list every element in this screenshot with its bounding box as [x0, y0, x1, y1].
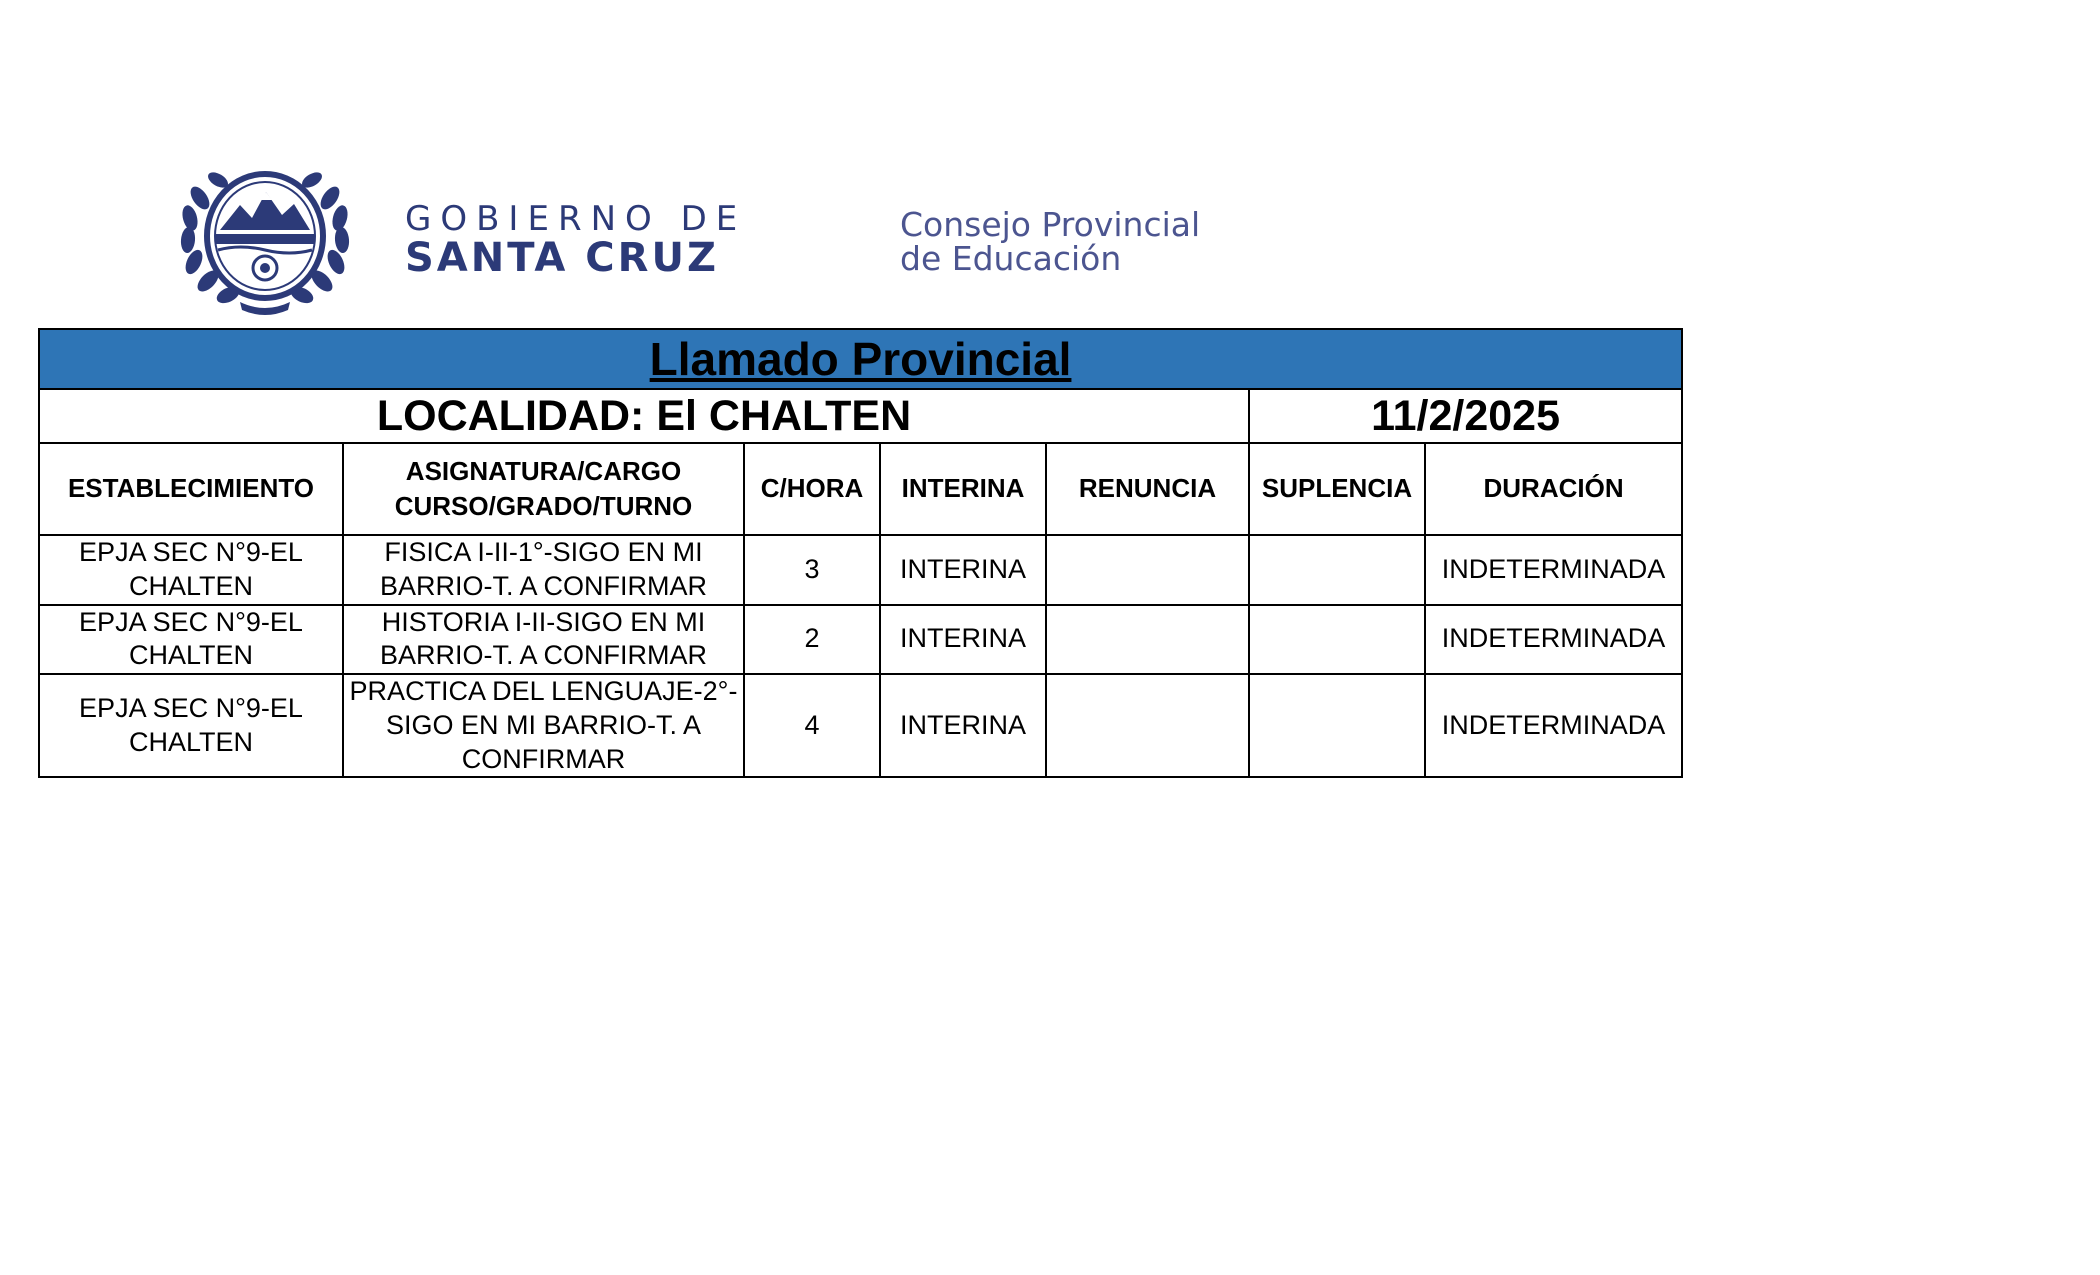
header-asignatura-line1: ASIGNATURA/CARGO: [405, 455, 682, 486]
cell-renuncia: [1046, 605, 1249, 675]
cell-asignatura: [343, 535, 744, 605]
consejo-line1: Consejo Provincial: [900, 205, 1201, 244]
fecha-label: 11/2/2025: [1249, 389, 1682, 443]
cell-suplencia: [1249, 674, 1425, 777]
gobierno-logo-text: [405, 199, 747, 281]
cell-renuncia: [1046, 674, 1249, 777]
cell-chora: 3: [744, 535, 880, 605]
cell-duracion: INDETERMINADA: [1425, 674, 1682, 777]
cell-establecimiento-line1: EPJA SEC N°9-EL: [79, 606, 303, 637]
cell-establecimiento-line2: CHALTEN: [128, 570, 254, 601]
cell-chora: 4: [744, 674, 880, 777]
llamado-table: [38, 328, 1683, 778]
header-interina: INTERINA: [880, 443, 1046, 535]
cell-interina: INTERINA: [880, 535, 1046, 605]
table-header-row: [39, 443, 1682, 535]
consejo-line2: de Educación: [900, 238, 1122, 278]
cell-asignatura-line1: HISTORIA I-II-SIGO EN MI: [381, 606, 706, 637]
cell-establecimiento: [39, 535, 343, 605]
header-duracion: DURACIÓN: [1425, 443, 1682, 535]
cell-establecimiento-line1: EPJA SEC N°9-EL: [79, 692, 303, 723]
gobierno-line1: GOBIERNO DE: [405, 199, 747, 239]
cell-establecimiento-line2: CHALTEN: [128, 640, 254, 671]
cell-asignatura: [343, 674, 744, 777]
cell-asignatura-line3: CONFIRMAR: [461, 743, 626, 774]
title-row: [39, 329, 1682, 389]
cell-duracion: INDETERMINADA: [1425, 535, 1682, 605]
cell-asignatura-line1: FISICA I-II-1°-SIGO EN MI: [384, 537, 703, 567]
table-row: [39, 605, 1682, 675]
cell-asignatura-line1: PRACTICA DEL LENGUAJE-2°-: [349, 676, 738, 706]
cell-asignatura: [343, 605, 744, 675]
header-suplencia: SUPLENCIA: [1249, 443, 1425, 535]
cell-asignatura-line2: SIGO EN MI BARRIO-T. A: [385, 709, 702, 740]
cell-establecimiento: [39, 605, 343, 675]
cell-duracion: INDETERMINADA: [1425, 605, 1682, 675]
localidad-label: LOCALIDAD: El CHALTEN: [39, 389, 1249, 443]
cell-interina: INTERINA: [880, 674, 1046, 777]
cell-suplencia: [1249, 535, 1425, 605]
cell-chora: 2: [744, 605, 880, 675]
header-renuncia: RENUNCIA: [1046, 443, 1249, 535]
table-row: [39, 535, 1682, 605]
header-chora: C/HORA: [744, 443, 880, 535]
cell-interina: INTERINA: [880, 605, 1046, 675]
cell-asignatura-line2: BARRIO-T. A CONFIRMAR: [379, 570, 708, 601]
header-asignatura: [343, 443, 744, 535]
cell-establecimiento: [39, 674, 343, 777]
header-logos: [170, 160, 1320, 320]
santa-cruz-seal-icon: [170, 160, 360, 315]
document-title: Llamado Provincial: [39, 329, 1682, 389]
cell-establecimiento-line2: CHALTEN: [128, 726, 254, 757]
cell-renuncia: [1046, 535, 1249, 605]
cell-asignatura-line2: BARRIO-T. A CONFIRMAR: [379, 640, 708, 671]
header-establecimiento: ESTABLECIMIENTO: [39, 443, 343, 535]
cell-establecimiento-line1: EPJA SEC N°9-EL: [79, 537, 303, 567]
header-asignatura-line2: CURSO/GRADO/TURNO: [394, 491, 693, 521]
cell-suplencia: [1249, 605, 1425, 675]
table-row: [39, 674, 1682, 777]
consejo-logo-text: [900, 205, 1201, 278]
gobierno-line2: SANTA CRUZ: [405, 235, 719, 281]
localidad-row: [39, 389, 1682, 443]
